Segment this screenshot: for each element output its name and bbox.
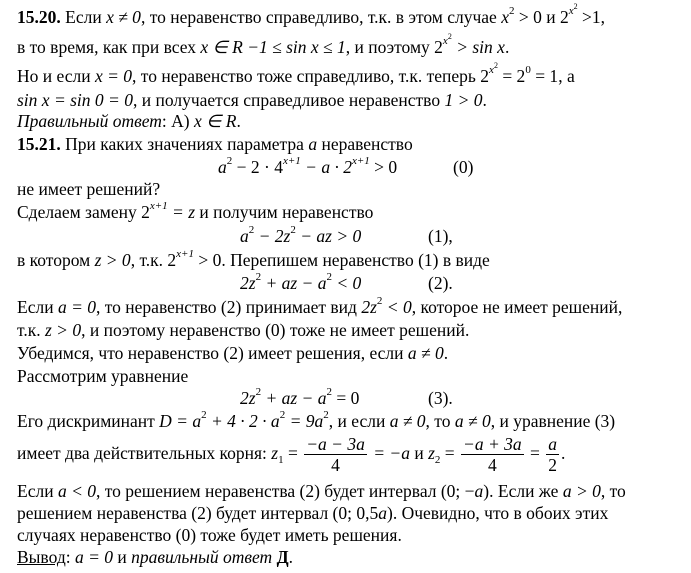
text: , то неравенство тоже справедливо, т.к. теперь <box>132 66 481 86</box>
text: Сделаем замену <box>17 202 142 222</box>
math: −1 ≤ sin x ≤ 1 <box>242 37 346 57</box>
equation-1: $a^2 - 2z^2$ − az > 0 <box>240 224 362 246</box>
problem-15-21-line-6 <box>17 249 490 271</box>
problem-15-21-line-10 <box>17 342 448 364</box>
text: и <box>113 547 132 567</box>
math: a <box>378 503 387 523</box>
math: $2z^2 < 0$ <box>361 295 412 317</box>
math: 1 > 0 <box>444 90 483 110</box>
text: Его дискриминант <box>17 411 160 431</box>
problem-15-21-line-8 <box>17 296 622 318</box>
math: $x^2 > 0$ <box>501 5 542 27</box>
text: , то решением неравенства (2) будет интервал (0; − <box>96 481 475 501</box>
text: . <box>236 111 241 131</box>
math: a ≠ 0 <box>407 343 444 363</box>
text: Если <box>60 7 107 27</box>
problem-15-21-line-17: случаях неравенство (0) тоже будет иметь решения. <box>17 525 402 545</box>
text: и <box>541 7 560 27</box>
root-z1: $z_1$ = $\frac{-a - 3a}{4}$ = −a <box>271 434 410 476</box>
problem-15-21-line-4 <box>17 201 373 223</box>
math: x ≠ 0 <box>106 7 141 27</box>
text: , и уравнение (3) <box>490 411 616 431</box>
text: , и получается справедливое неравенство <box>132 90 445 110</box>
text: , которое не имеет решений, <box>411 297 623 317</box>
text: Если <box>17 481 58 501</box>
math: a > 0 <box>562 481 601 501</box>
math: a = 0 <box>74 547 114 567</box>
text: в котором <box>17 250 95 270</box>
problem-15-20-answer <box>17 110 241 132</box>
math: $2^{x^2} = 2^0 = 1$ <box>480 61 559 86</box>
text: ). Если же <box>483 481 563 501</box>
equation-0-number: (0) <box>453 157 474 177</box>
math: $D = a^2 + 4 \cdot 2 \cdot a^2 = 9a^2$ <box>159 409 329 431</box>
answer-label: Правильный ответ <box>17 111 162 131</box>
text: , то неравенство справедливо, т.к. в этом случае <box>140 7 502 27</box>
text: , и если <box>328 411 390 431</box>
text: . <box>482 90 487 110</box>
problem-15-21-line-15 <box>17 480 626 502</box>
answer-label: правильный ответ <box>131 547 273 567</box>
text: . Перепишем неравенство (1) в виде <box>221 250 490 270</box>
text: , т.к. <box>130 250 168 270</box>
math: a = 0 <box>57 297 96 317</box>
text: решением неравенства (2) будет интервал (0; 0,5 <box>17 503 379 523</box>
math: a ≠ 0 <box>454 411 491 431</box>
text: Но и если <box>17 66 95 86</box>
problem-15-21-line-13 <box>17 410 615 432</box>
math: a ≠ 0 <box>389 411 426 431</box>
math: a <box>308 134 318 154</box>
text: , а <box>558 66 575 86</box>
problem-number: 15.20. <box>17 7 61 27</box>
text: . <box>504 37 510 57</box>
text: . <box>443 343 449 363</box>
problem-15-20-line-4 <box>17 89 487 111</box>
text: , и поэтому <box>345 37 435 57</box>
root-z2: $z_2$ = $\frac{-a + 3a}{4}$ = $\frac{a}{2}$ <box>428 434 558 476</box>
problem-15-21-line-1 <box>17 133 413 155</box>
math: $2^{x^2} >1$, <box>559 2 605 27</box>
problem-15-20-line-2 <box>17 32 510 58</box>
equation-0: $a^2 - 2 \cdot 4^{x+1} - a \cdot 2^{x+1} > 0$ <box>218 155 398 177</box>
text: При каких значениях параметра <box>60 134 309 154</box>
math: z > 0 <box>94 250 131 270</box>
answer-letter: Д <box>272 547 289 567</box>
problem-number: 15.21. <box>17 134 61 154</box>
math: $2^{x+1} > 0$ <box>167 248 222 270</box>
problem-15-21-line-9 <box>17 319 469 341</box>
text: . <box>288 547 293 567</box>
equation-3-number: (3). <box>428 388 453 408</box>
math: $2^{x+1} = z$ <box>141 200 196 222</box>
text: т.к. <box>17 320 45 340</box>
equation-3: $2z^2$ + az − $a^2 = 0$ <box>240 386 360 408</box>
text: в то время, как при всех <box>17 37 201 57</box>
text: имеет два действительных корня: <box>17 443 272 463</box>
equation-1-number: (1), <box>428 226 453 246</box>
text: неравенство <box>317 134 413 154</box>
math: a <box>474 481 484 501</box>
text: и получим неравенство <box>195 202 374 222</box>
math: sin x = sin 0 = 0 <box>17 90 133 110</box>
math: $2^{x^2} > \sin x$ <box>434 32 505 57</box>
text: Убедимся, что неравенство (2) имеет решения, если <box>17 343 408 363</box>
text: : <box>65 547 75 567</box>
text: . <box>561 443 566 463</box>
text: : А) <box>161 111 194 131</box>
text: Если <box>17 297 58 317</box>
text: и <box>409 443 429 463</box>
equation-2-number: (2). <box>428 273 453 293</box>
problem-15-21-line-16 <box>17 502 608 524</box>
problem-15-20-line-1 <box>17 2 605 28</box>
conclusion-label: Вывод <box>17 547 66 567</box>
problem-15-20-line-3 <box>17 61 575 87</box>
math: x = 0 <box>94 66 133 86</box>
text: , то неравенство (2) принимает вид <box>96 297 362 317</box>
math: z > 0 <box>44 320 82 340</box>
text: ). Очевидно, что в обоих этих <box>387 503 609 523</box>
problem-15-21-conclusion <box>17 546 293 568</box>
math: x ∈ R <box>200 37 243 57</box>
text: , то <box>600 481 626 501</box>
equation-2: $2z^2$ + az − $a^2 < 0$ <box>240 271 362 293</box>
text: , и поэтому неравенство (0) тоже не имеет решений. <box>81 320 470 340</box>
problem-15-21-line-3: не имеет решений? <box>17 179 161 199</box>
math: a < 0 <box>57 481 96 501</box>
problem-15-21-line-11: Рассмотрим уравнение <box>17 366 189 386</box>
problem-15-21-roots-line <box>17 433 565 475</box>
text: , то <box>425 411 455 431</box>
math: x ∈ R <box>193 111 237 131</box>
